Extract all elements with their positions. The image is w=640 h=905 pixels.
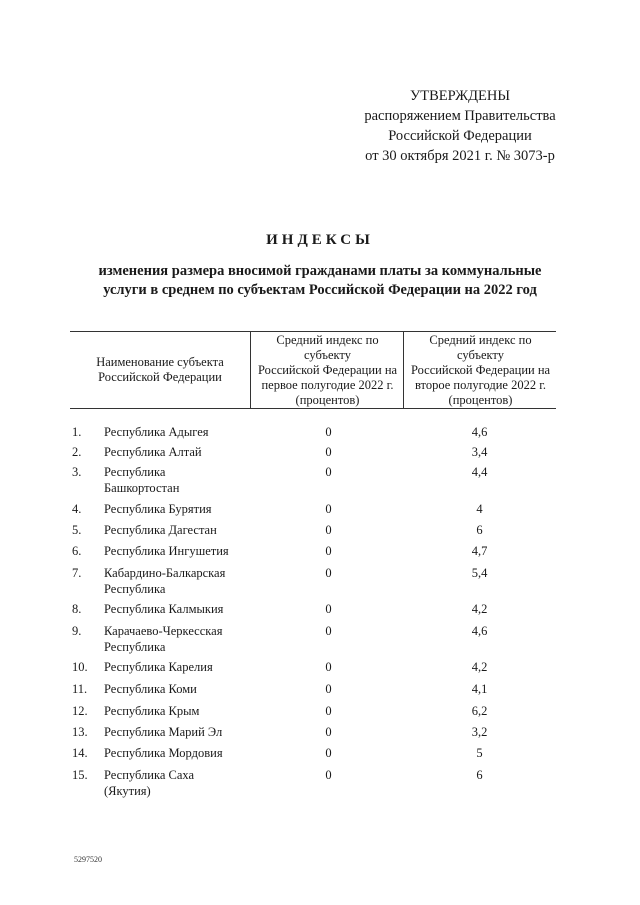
- document-title: ИНДЕКСЫ: [266, 232, 374, 248]
- subject-name: Республика Ингушетия: [104, 544, 229, 558]
- subject-name: Республика Карелия: [104, 660, 213, 674]
- header-text: второе полугодие 2022 г.: [414, 377, 547, 392]
- subtitle-line-2: услуги в среднем по субъектам Российской Федерации на 2022 год: [103, 282, 537, 298]
- first-half-value: 0: [325, 624, 332, 638]
- subject-name: Республика Коми: [104, 682, 197, 696]
- first-half-value: 0: [325, 746, 332, 760]
- first-half-value: 0: [325, 704, 332, 718]
- second-half-value: 3,4: [471, 445, 488, 459]
- header-text: первое полугодие 2022 г.: [261, 377, 394, 392]
- subject-name: Республика Бурятия: [104, 502, 212, 516]
- document-code: 5297520: [74, 855, 102, 864]
- header-subject-name: [70, 332, 250, 408]
- header-text: (процентов): [295, 392, 360, 407]
- row-number: 11.: [72, 682, 88, 696]
- header-second-half-index: [403, 332, 557, 408]
- row-number: 12.: [72, 704, 88, 718]
- first-half-value: 0: [325, 544, 332, 558]
- approval-by-line: распоряжением Правительства: [364, 108, 556, 124]
- approval-heading: УТВЕРЖДЕНЫ: [409, 88, 511, 104]
- second-half-value: 3,2: [471, 725, 488, 739]
- second-half-value: 6,2: [471, 704, 488, 718]
- row-number: 7.: [72, 566, 82, 580]
- header-text: Средний индекс по: [276, 332, 379, 347]
- first-half-value: 0: [325, 768, 332, 782]
- first-half-value: 0: [325, 566, 332, 580]
- header-text: Средний индекс по: [429, 332, 532, 347]
- first-half-value: 0: [325, 523, 332, 537]
- first-half-value: 0: [325, 602, 332, 616]
- header-text: Наименование субъекта: [96, 355, 224, 369]
- row-number: 4.: [72, 502, 82, 516]
- first-half-value: 0: [325, 660, 332, 674]
- row-number: 5.: [72, 523, 82, 537]
- second-half-value: 6: [476, 768, 483, 782]
- subtitle-line-1: изменения размера вносимой гражданами платы за коммунальные: [98, 263, 542, 279]
- subject-name: Республика Дагестан: [104, 523, 217, 537]
- row-number: 6.: [72, 544, 82, 558]
- subject-name: Республика Адыгея: [104, 425, 209, 439]
- first-half-value: 0: [325, 502, 332, 516]
- first-half-value: 0: [325, 682, 332, 696]
- first-half-value: 0: [325, 465, 332, 479]
- header-text: субъекту: [457, 347, 504, 362]
- subject-name: Республика Саха (Якутия): [104, 768, 195, 798]
- second-half-value: 4: [476, 502, 483, 516]
- row-number: 3.: [72, 465, 82, 479]
- row-number: 13.: [72, 725, 88, 739]
- second-half-value: 4,6: [471, 425, 488, 439]
- header-first-half-index: [250, 332, 404, 408]
- header-text: субъекту: [304, 347, 351, 362]
- approval-block: [340, 86, 580, 166]
- subject-name: Республика Алтай: [104, 445, 202, 459]
- subject-name: Республика Крым: [104, 704, 200, 718]
- document-subtitle: [60, 262, 580, 300]
- first-half-value: 0: [325, 425, 332, 439]
- row-number: 15.: [72, 768, 88, 782]
- subject-name: Кабардино-Балкарская Республика: [104, 566, 226, 596]
- row-number: 2.: [72, 445, 82, 459]
- row-number: 9.: [72, 624, 82, 638]
- header-text: Российской Федерации: [98, 370, 222, 384]
- second-half-value: 4,2: [471, 602, 488, 616]
- table-header: [70, 331, 556, 409]
- second-half-value: 5: [476, 746, 483, 760]
- header-text: (процентов): [448, 392, 513, 407]
- row-number: 14.: [72, 746, 88, 760]
- header-text: Российской Федерации на: [410, 362, 551, 377]
- header-text: Российской Федерации на: [257, 362, 398, 377]
- subject-name: Республика Мордовия: [104, 746, 223, 760]
- second-half-value: 4,1: [471, 682, 488, 696]
- approval-date-number-line: от 30 октября 2021 г. № 3073-р: [365, 148, 555, 164]
- first-half-value: 0: [325, 445, 332, 459]
- second-half-value: 4,6: [471, 624, 488, 638]
- second-half-value: 4,4: [471, 465, 488, 479]
- first-half-value: 0: [325, 725, 332, 739]
- second-half-value: 5,4: [471, 566, 488, 580]
- row-number: 8.: [72, 602, 82, 616]
- subject-name: Республика Марий Эл: [104, 725, 223, 739]
- subject-name: Карачаево-Черкесская Республика: [104, 624, 223, 654]
- subject-name: Республика Калмыкия: [104, 602, 224, 616]
- row-number: 10.: [72, 660, 88, 674]
- second-half-value: 4,2: [471, 660, 488, 674]
- approval-authority-line: Российской Федерации: [388, 128, 532, 144]
- row-number: 1.: [72, 425, 82, 439]
- second-half-value: 6: [476, 523, 483, 537]
- subject-name: Республика Башкортостан: [104, 465, 180, 495]
- second-half-value: 4,7: [471, 544, 488, 558]
